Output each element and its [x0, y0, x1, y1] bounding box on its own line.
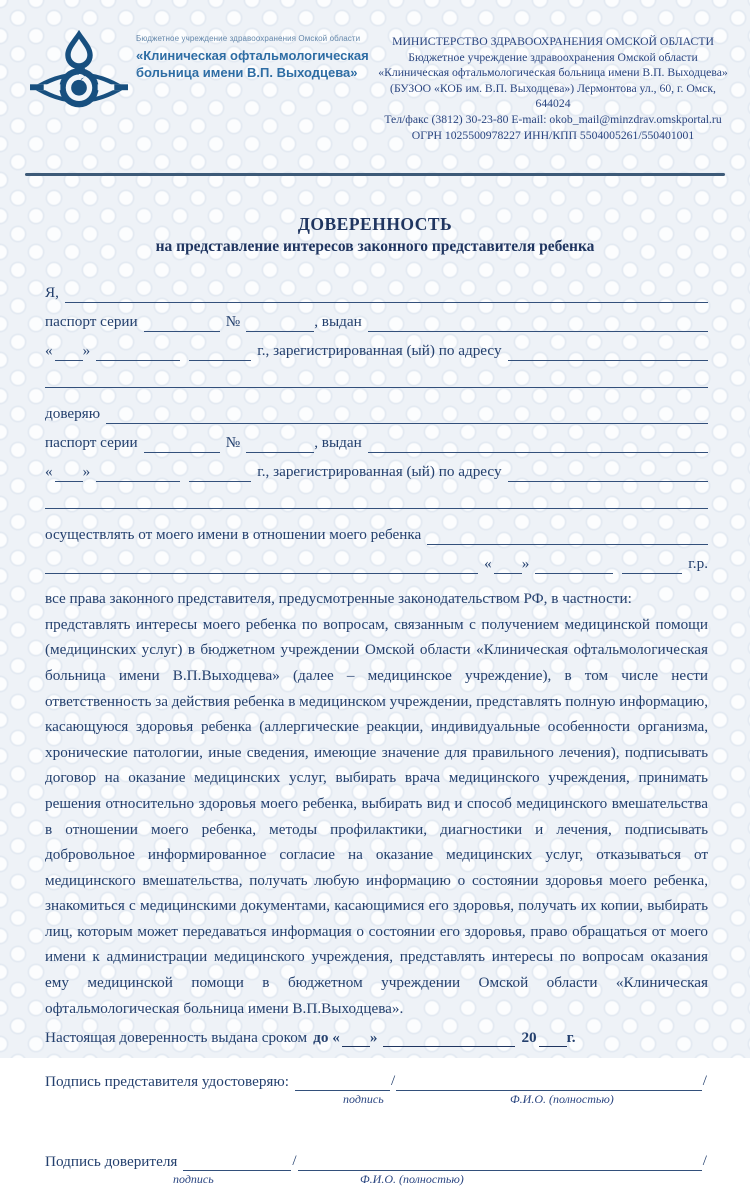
blank-address [508, 464, 708, 482]
slash: / [702, 1072, 707, 1090]
blank-address [508, 343, 708, 361]
birth-suffix-label: г.р. [688, 555, 708, 573]
blank-month [96, 343, 180, 361]
blank-signature [295, 1073, 390, 1091]
blank-passport-issued [368, 314, 708, 332]
blank-birth-day [494, 556, 522, 574]
quote-open: « [45, 463, 53, 481]
org-name-block [136, 34, 374, 81]
ministry-details-block [374, 34, 732, 143]
passport-number-sign: № [225, 313, 241, 331]
contacts-line: Тел/факс (3812) 30-23-80 E-mail: okob_mail@minzdrav.omskportal.ru [384, 112, 722, 126]
act-label: осуществлять от моего имени в отношении моего ребенка [45, 526, 422, 544]
trustee-passport-row [45, 424, 708, 453]
fio-caption: Ф.И.О. (полностью) [510, 1092, 614, 1107]
blank-child-name-continued [45, 556, 478, 574]
passport-series-label: паспорт серии [45, 434, 138, 452]
blank-fio [396, 1073, 702, 1091]
blank-fio [298, 1153, 702, 1171]
blank-term-month [383, 1029, 515, 1047]
signature-caption: подпись [173, 1172, 214, 1187]
header-divider [25, 173, 725, 176]
passport-number-sign: № [225, 434, 241, 452]
document-subtitle: на представление интересов законного представителя ребенка [155, 238, 595, 256]
blank-passport-issued [368, 435, 708, 453]
principal-signature-captions [45, 1171, 708, 1189]
blank-passport-number [246, 314, 314, 332]
rep-signature-label: Подпись представителя удостоверяю: [45, 1073, 289, 1091]
ministry-line: МИНИСТЕРСТВО ЗДРАВООХРАНЕНИЯ ОМСКОЙ ОБЛАСТИ [392, 35, 714, 48]
representative-signature-captions [45, 1091, 708, 1109]
slash: / [292, 1152, 297, 1170]
registered-label: г., зарегистрированная (ый) по адресу [257, 463, 502, 481]
blank-day [55, 343, 83, 361]
term-label: Настоящая доверенность выдана сроком [45, 1029, 308, 1047]
passport-series-label: паспорт серии [45, 313, 138, 331]
representative-date-address-row [45, 332, 708, 361]
blank-term-year [539, 1029, 567, 1047]
passport-issued-label: , выдан [314, 434, 362, 452]
address-line: (БУЗОО «КОБ им. В.П. Выходцева») Лермонтова ул., 60, г. Омск, 644024 [390, 81, 716, 111]
rights-intro-paragraph: все права законного представителя, предусмотренные законодательством РФ, в частности: [45, 590, 632, 608]
quote-close: » [82, 342, 91, 360]
trustee-address-cont-row [45, 482, 708, 509]
blank-year [189, 464, 251, 482]
representative-name-row [45, 274, 708, 303]
blank-year [189, 343, 251, 361]
org-type-small: Бюджетное учреждение здравоохранения Омской области [136, 34, 361, 43]
org-fullname-line: «Клиническая офтальмологическая больница имени В.П. Выходцева» [378, 66, 728, 80]
eye-droplet-logo-icon [28, 26, 130, 124]
principal-signature-label: Подпись доверителя [45, 1153, 178, 1171]
i-label: Я, [45, 284, 59, 302]
term-year-suffix: г. [566, 1029, 576, 1047]
trust-label: доверяю [45, 405, 101, 423]
hospital-logo-svg [28, 26, 130, 124]
document-title-block [0, 214, 750, 256]
slash: / [390, 1072, 396, 1090]
document-content [0, 274, 750, 1189]
blank-trustee-name [106, 406, 708, 424]
quote-close: » [82, 463, 91, 481]
blank-address-continued [45, 491, 708, 509]
rights-main-paragraph: представлять интересы моего ребенка по вопросам, связанным с получением медицинской помощи (медицинских услуг) в бюджетном учреждении Омской области «Клиническая офтальмологическая больница имени В.П.Выходцева» (далее – медицинское учреждение), в том числе нести ответственность за действия ребенка в медицинском учреждении, представлять полную информацию, касающуюся здоровья ребенка (аллергические реакции, индивидуальные особенности организма, хронические патологии, иные сведения, имеющие значение для правильного лечения), подписывать договор на оказание медицинских услуг, выбирать врача медицинского учреждения, принимать решения относительно здоровья моего ребенка, выбирать вид и способ медицинского вмешательства в отношении моего ребенка, методы профилактики, диагностики и лечения, подписывать добровольное информированное согласие на оказание медицинских услуг, отказываться от медицинского вмешательства, получать любую информацию о состоянии здоровья моего ребенка, знакомиться с медицинскими документами, касающимися его здоровья, получать их копии, выбирать лиц, которым может передаваться информация о состоянии его здоровья, право обращаться от моего имени к администрации медицинского учреждения, представлять интересы по вопросам оказания ему медицинской помощи в бюджетном учреждении Омской области «Клиническая офтальмологическая больница имени В.П.Выходцева». [45, 615, 708, 1017]
passport-issued-label: , выдан [314, 313, 362, 331]
child-action-row [45, 516, 708, 545]
ogrn-inn-line: ОГРН 1025500978227 ИНН/КПП 5504005261/550401001 [411, 128, 695, 142]
representative-address-cont-row [45, 361, 708, 388]
blank-passport-series [144, 435, 220, 453]
blank-term-day [342, 1029, 370, 1047]
trustee-date-address-row [45, 453, 708, 482]
blank-signature [183, 1153, 291, 1171]
blank-representative-name [65, 285, 708, 303]
representative-signature-row [45, 1067, 708, 1091]
registered-label: г., зарегистрированная (ый) по адресу [257, 342, 502, 360]
org-name-line1: «Клиническая офтальмологическая [136, 48, 369, 63]
representative-passport-row [45, 303, 708, 332]
child-birthdate-row [45, 545, 708, 574]
fio-caption: Ф.И.О. (полностью) [360, 1172, 464, 1187]
org-line: Бюджетное учреждение здравоохранения Омской области [408, 50, 698, 64]
blank-day [55, 464, 83, 482]
document-title: ДОВЕРЕННОСТЬ [297, 214, 453, 235]
term-do-open: до « [313, 1029, 340, 1047]
trustee-name-row [45, 395, 708, 424]
org-name-line2: больница имени В.П. Выходцева» [136, 64, 358, 80]
signature-caption: подпись [343, 1092, 384, 1107]
blank-passport-series [144, 314, 220, 332]
quote-close: » [521, 555, 530, 573]
rights-text-block [45, 586, 708, 1021]
blank-birth-year [622, 556, 682, 574]
blank-passport-number [246, 435, 314, 453]
validity-term-row [45, 1021, 708, 1047]
blank-birth-month [535, 556, 613, 574]
blank-address-continued [45, 370, 708, 388]
term-quote-close: » [369, 1029, 378, 1047]
blank-child-name [427, 527, 708, 545]
letterhead [0, 0, 750, 143]
quote-open: « [484, 555, 492, 573]
blank-month [96, 464, 180, 482]
quote-open: « [45, 342, 53, 360]
principal-signature-row [45, 1147, 708, 1171]
term-year-prefix: 20 [521, 1029, 537, 1047]
slash: / [702, 1152, 707, 1170]
